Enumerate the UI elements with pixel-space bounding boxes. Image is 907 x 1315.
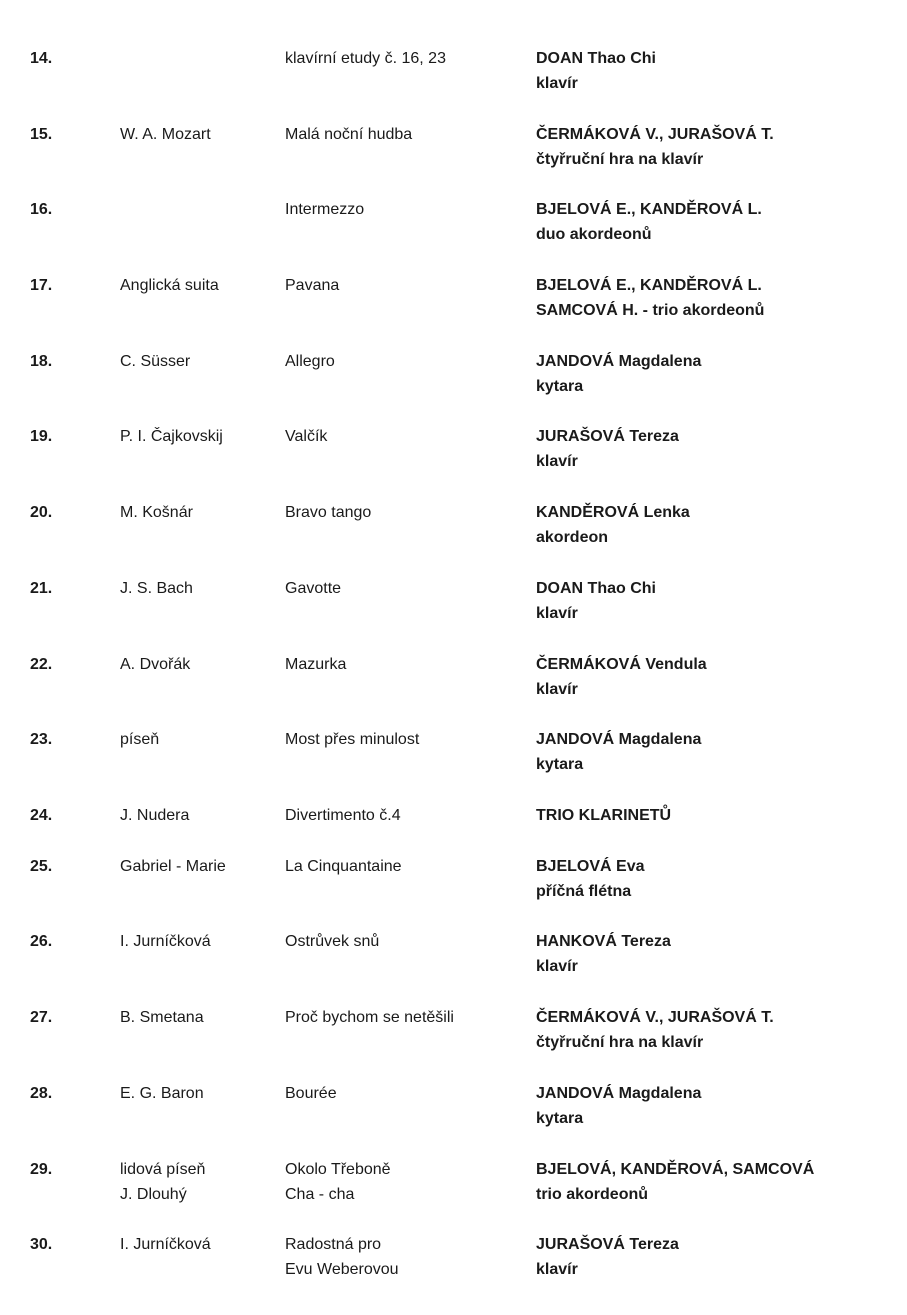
piece-title: Bourée <box>285 1085 337 1102</box>
performer: JANDOVÁ Magdalena <box>536 1085 702 1102</box>
item-number: 26. <box>30 933 53 950</box>
instrument: kytara <box>536 1110 584 1127</box>
composer: B. Smetana <box>120 1009 204 1026</box>
item-number: 25. <box>30 858 53 875</box>
program-item <box>0 652 907 704</box>
instrument: duo akordeonů <box>536 226 652 243</box>
piece-title: Allegro <box>285 353 335 370</box>
item-number: 15. <box>30 126 53 143</box>
item-number: 30. <box>30 1236 53 1253</box>
piece-title: Radostná pro <box>285 1236 382 1253</box>
instrument: čtyřruční hra na klavír <box>536 151 704 168</box>
instrument: kytara <box>536 378 584 395</box>
program-item <box>0 803 907 855</box>
performer: JANDOVÁ Magdalena <box>536 353 702 370</box>
program-item <box>0 1005 907 1057</box>
composer: píseň <box>120 731 160 748</box>
piece-title-line-2: Cha - cha <box>285 1186 355 1203</box>
program-item <box>0 576 907 628</box>
composer: P. I. Čajkovskij <box>120 428 223 445</box>
program-item <box>0 197 907 249</box>
composer: J. Nudera <box>120 807 190 824</box>
performer: ČERMÁKOVÁ V., JURAŠOVÁ T. <box>536 126 774 143</box>
item-number: 23. <box>30 731 53 748</box>
item-number: 29. <box>30 1161 53 1178</box>
instrument: klavír <box>536 605 578 622</box>
composer: E. G. Baron <box>120 1085 204 1102</box>
performer: JURAŠOVÁ Tereza <box>536 428 679 445</box>
item-number: 21. <box>30 580 53 597</box>
piece-title: Ostrůvek snů <box>285 933 380 950</box>
composer: Anglická suita <box>120 277 219 294</box>
program-item <box>0 1081 907 1133</box>
piece-title: La Cinquantaine <box>285 858 402 875</box>
performer: BJELOVÁ E., KANDĚROVÁ L. <box>536 277 762 294</box>
composer: lidová píseň <box>120 1161 206 1178</box>
performer: KANDĚROVÁ Lenka <box>536 504 690 521</box>
instrument: klavír <box>536 1261 578 1278</box>
performer: DOAN Thao Chi <box>536 50 656 67</box>
item-number: 22. <box>30 656 53 673</box>
composer: A. Dvořák <box>120 656 191 673</box>
performer: ČERMÁKOVÁ Vendula <box>536 656 707 673</box>
piece-title: Most přes minulost <box>285 731 420 748</box>
composer: I. Jurníčková <box>120 933 211 950</box>
composer: J. S. Bach <box>120 580 193 597</box>
instrument: klavír <box>536 958 578 975</box>
program-item <box>0 727 907 779</box>
piece-title: Pavana <box>285 277 340 294</box>
performer: DOAN Thao Chi <box>536 580 656 597</box>
item-number: 28. <box>30 1085 53 1102</box>
item-number: 19. <box>30 428 53 445</box>
item-number: 24. <box>30 807 53 824</box>
performer: BJELOVÁ, KANDĚROVÁ, SAMCOVÁ <box>536 1161 815 1178</box>
instrument: trio akordeonů <box>536 1186 649 1203</box>
composer: I. Jurníčková <box>120 1236 211 1253</box>
program-item <box>0 46 907 98</box>
piece-title: Valčík <box>285 428 328 445</box>
instrument: klavír <box>536 75 578 92</box>
performer: BJELOVÁ E., KANDĚROVÁ L. <box>536 201 762 218</box>
item-number: 17. <box>30 277 53 294</box>
composer: W. A. Mozart <box>120 126 211 143</box>
composer: C. Süsser <box>120 353 191 370</box>
piece-title: Intermezzo <box>285 201 365 218</box>
instrument: klavír <box>536 681 578 698</box>
instrument: kytara <box>536 756 584 773</box>
piece-title: Bravo tango <box>285 504 372 521</box>
item-number: 14. <box>30 50 53 67</box>
item-number: 27. <box>30 1009 53 1026</box>
program-item <box>0 854 907 906</box>
piece-title: Okolo Třeboně <box>285 1161 391 1178</box>
composer: Gabriel - Marie <box>120 858 226 875</box>
program-item <box>0 1232 907 1284</box>
performer: JANDOVÁ Magdalena <box>536 731 702 748</box>
item-number: 16. <box>30 201 53 218</box>
performer: ČERMÁKOVÁ V., JURAŠOVÁ T. <box>536 1009 774 1026</box>
composer-line-2: J. Dlouhý <box>120 1186 187 1203</box>
piece-title: klavírní etudy č. 16, 23 <box>285 50 446 67</box>
item-number: 18. <box>30 353 53 370</box>
piece-title: Divertimento č.4 <box>285 807 401 824</box>
program-item <box>0 500 907 552</box>
program-item <box>0 424 907 476</box>
performer: BJELOVÁ Eva <box>536 858 645 875</box>
program-item <box>0 1157 907 1209</box>
instrument: akordeon <box>536 529 609 546</box>
composer: M. Košnár <box>120 504 193 521</box>
program-item <box>0 273 907 325</box>
instrument: klavír <box>536 453 578 470</box>
piece-title: Mazurka <box>285 656 347 673</box>
piece-title-line-2: Evu Weberovou <box>285 1261 399 1278</box>
item-number: 20. <box>30 504 53 521</box>
instrument: SAMCOVÁ H. - trio akordeonů <box>536 302 765 319</box>
program-item <box>0 349 907 401</box>
performer: HANKOVÁ Tereza <box>536 933 671 950</box>
program-item <box>0 122 907 174</box>
instrument: čtyřruční hra na klavír <box>536 1034 704 1051</box>
instrument: příčná flétna <box>536 883 632 900</box>
piece-title: Gavotte <box>285 580 342 597</box>
program-item <box>0 929 907 981</box>
performer: JURAŠOVÁ Tereza <box>536 1236 679 1253</box>
performer: TRIO KLARINETŮ <box>536 807 672 824</box>
piece-title: Proč bychom se netěšili <box>285 1009 454 1026</box>
piece-title: Malá noční hudba <box>285 126 413 143</box>
